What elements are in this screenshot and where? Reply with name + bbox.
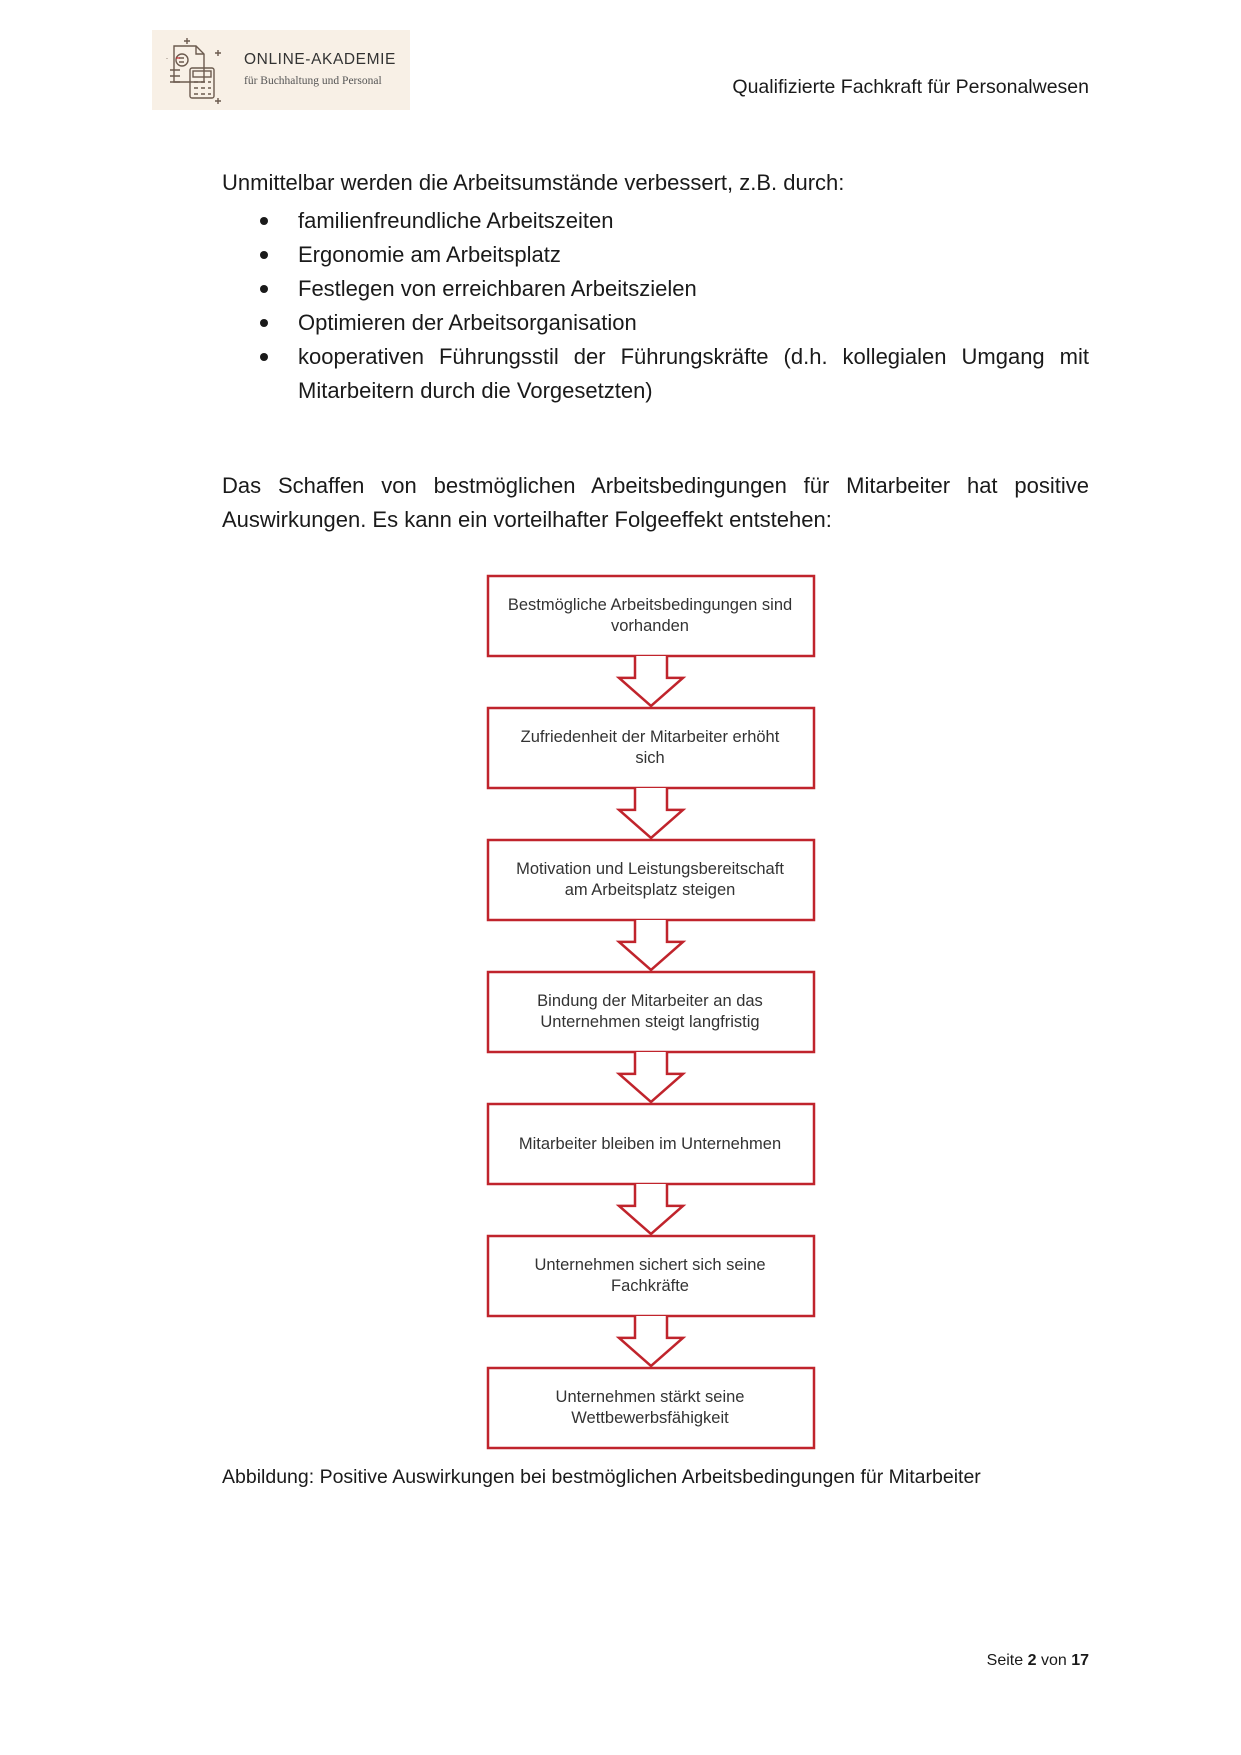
bullet-icon	[260, 217, 268, 225]
flow-step-5: Mitarbeiter bleiben im Unternehmen	[518, 1134, 782, 1153]
intro-text: Unmittelbar werden die Arbeitsumstände verbessert, z.B. durch:	[222, 170, 845, 195]
list-item-text: Festlegen von erreichbaren Arbeitszielen	[298, 276, 697, 301]
list-item	[222, 204, 1089, 238]
list-item-text: kooperativen Führungsstil der Führungskräfte (d.h. kollegialen Umgang mit Mitarbeitern durch die Vorgesetzten)	[298, 344, 1089, 403]
flow-arrow	[619, 656, 683, 706]
bullet-icon	[260, 353, 268, 361]
flow-step-7: Unternehmen stärkt seine Wettbewerbsfähigkeit	[555, 1388, 745, 1427]
flow-arrow	[619, 1052, 683, 1102]
bullet-icon	[260, 319, 268, 327]
page-number	[987, 1652, 1089, 1670]
flow-arrow	[619, 1316, 683, 1366]
list-item-text: familienfreundliche Arbeitszeiten	[298, 208, 614, 233]
current-page: 2	[1027, 1652, 1037, 1669]
list-item	[222, 238, 1089, 272]
flow-diagram	[486, 574, 826, 1454]
flow-arrow	[619, 920, 683, 970]
logo-title: ONLINE-AKADEMIE	[244, 51, 396, 68]
flow-arrow	[619, 788, 683, 838]
logo-subtitle: für Buchhaltung und Personal	[244, 75, 382, 87]
bullet-icon	[260, 251, 268, 259]
total-pages: 17	[1071, 1652, 1089, 1669]
flow-step-1: Bestmögliche Arbeitsbedingungen sind vorhanden	[507, 596, 793, 635]
flow-step-6: Unternehmen sichert sich seine Fachkräfte	[534, 1256, 766, 1295]
flow-step-4: Bindung der Mitarbeiter an das Unternehmen steigt langfristig	[537, 992, 763, 1031]
flow-arrow	[619, 1184, 683, 1234]
header-title: Qualifizierte Fachkraft für Personalwesen	[732, 76, 1089, 98]
paragraph: Das Schaffen von bestmöglichen Arbeitsbedingungen für Mitarbeiter hat positive Auswirkungen. Es kann ein vorteilhafter Folgeeffekt entstehen:	[222, 473, 1089, 532]
flow-step-2: Zufriedenheit der Mitarbeiter erhöht sich	[520, 728, 780, 767]
list-item	[222, 340, 1089, 408]
page-separator: von	[1040, 1652, 1067, 1669]
list-item	[222, 306, 1089, 340]
logo	[152, 30, 410, 110]
page-prefix: Seite	[986, 1652, 1024, 1669]
bullet-icon	[260, 285, 268, 293]
flow-step-3: Motivation und Leistungsbereitschaft am Arbeitsplatz steigen	[516, 860, 784, 899]
list-item	[222, 272, 1089, 306]
figure-caption: Abbildung: Positive Auswirkungen bei bestmöglichen Arbeitsbedingungen für Mitarbeiter	[222, 1466, 981, 1488]
list-item-text: Ergonomie am Arbeitsplatz	[298, 242, 561, 267]
bullet-list	[222, 204, 1089, 408]
euro-document-calculator-icon	[162, 36, 224, 104]
list-item-text: Optimieren der Arbeitsorganisation	[298, 310, 637, 335]
